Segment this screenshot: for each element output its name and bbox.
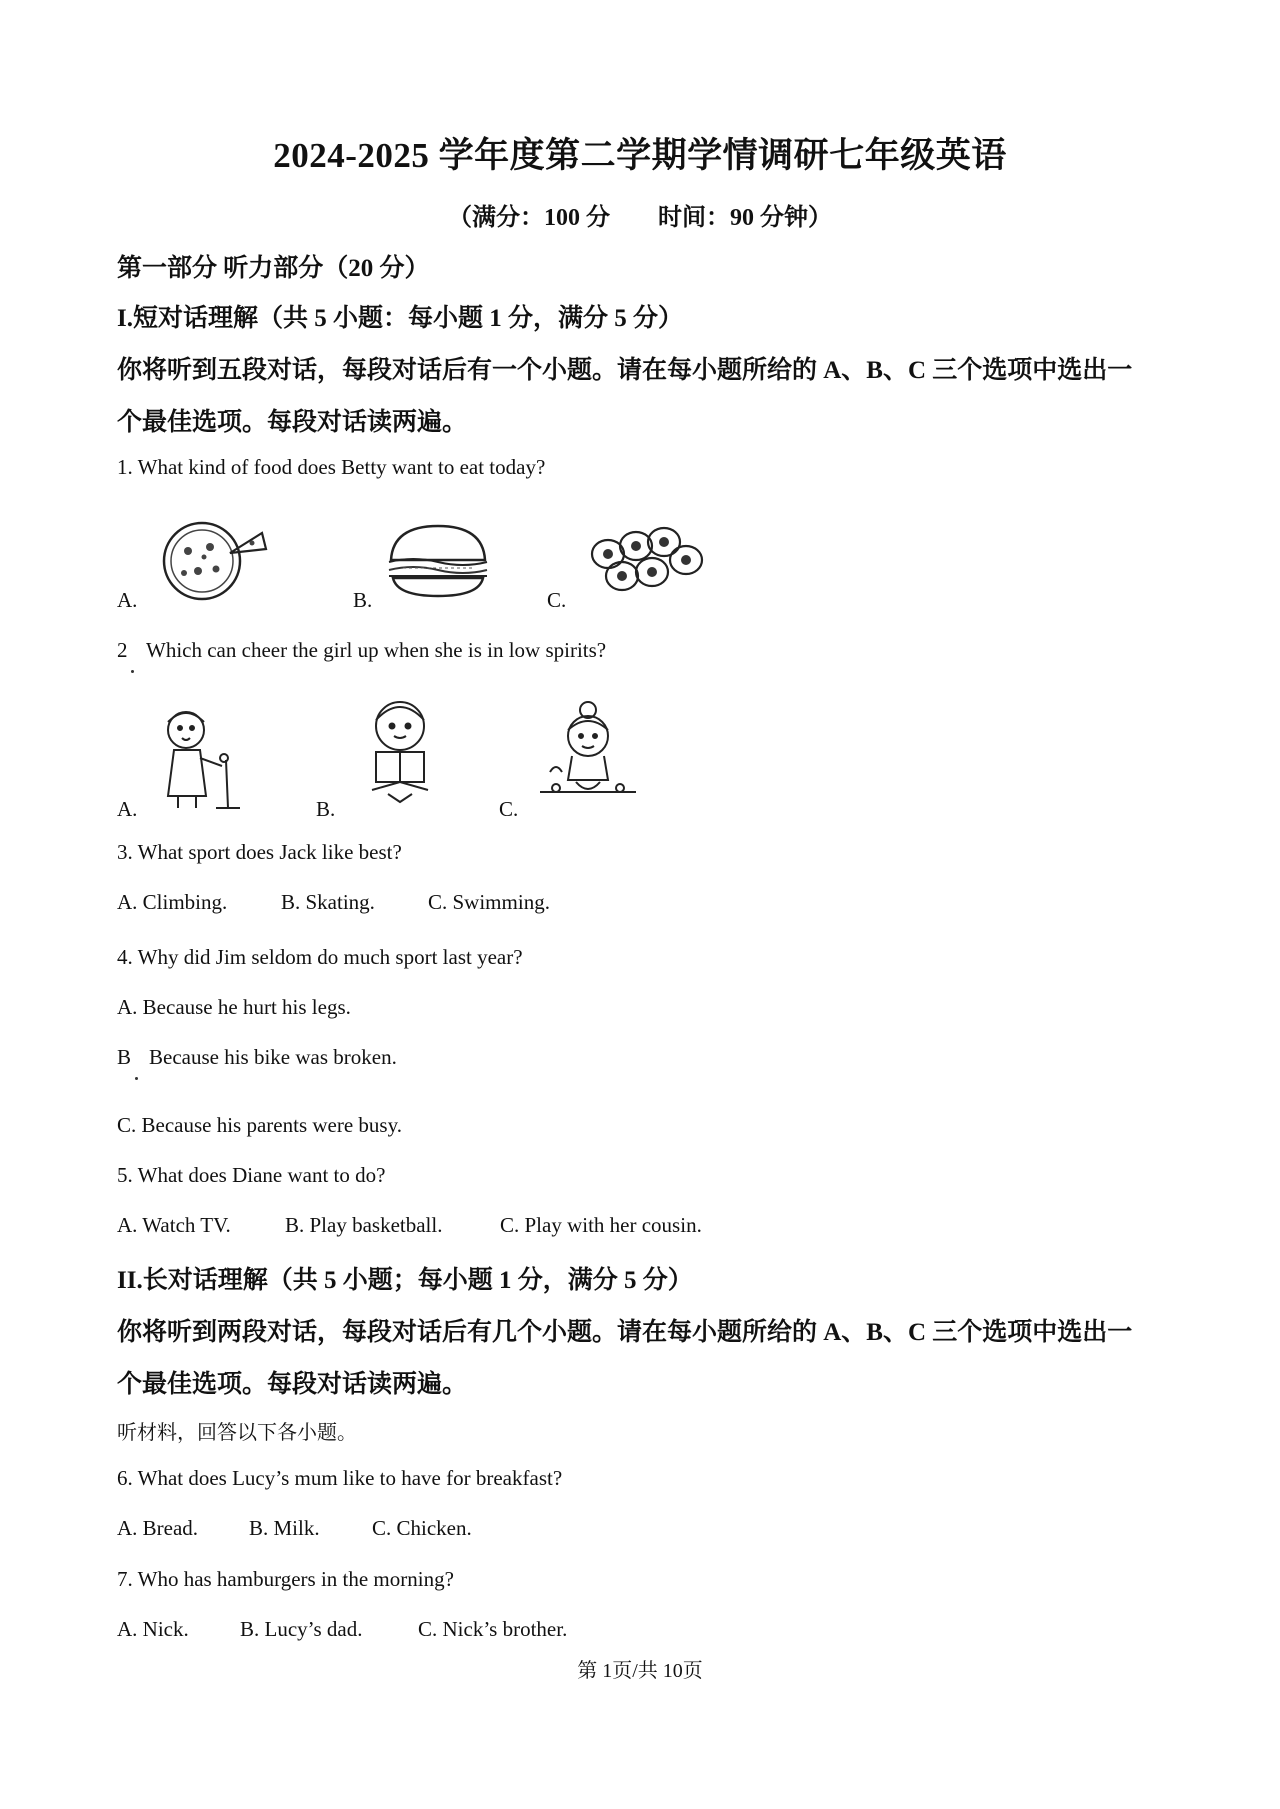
q3-option-a: A. Climbing. bbox=[117, 890, 228, 914]
q1-option-b: B. bbox=[353, 588, 373, 612]
stray-dot bbox=[135, 1077, 138, 1080]
page-number: 第 1页/共 10页 bbox=[577, 1660, 703, 1682]
q6-option-c: C. Chicken. bbox=[372, 1516, 472, 1540]
question-2-number: 2 bbox=[117, 638, 128, 662]
sushi-icon bbox=[586, 520, 706, 602]
question-5-stem: 5. What does Diane want to do? bbox=[117, 1163, 386, 1187]
question-4-stem: 4. Why did Jim seldom do much sport last year? bbox=[117, 945, 523, 969]
full-score: （满分：100 分 bbox=[448, 205, 610, 231]
q3-option-c: C. Swimming. bbox=[428, 890, 550, 914]
q7-option-c: C. Nick’s brother. bbox=[418, 1617, 568, 1641]
section1-instruction-line2: 个最佳选项。每段对话读两遍。 bbox=[117, 409, 468, 436]
q2-option-b: B. bbox=[316, 797, 336, 821]
q4-option-b-letter: B bbox=[117, 1045, 132, 1069]
boy-reading-icon bbox=[350, 694, 450, 804]
q6-option-a: A. Bread. bbox=[117, 1516, 199, 1540]
q2-option-c: C. bbox=[499, 797, 519, 821]
part1-heading: 第一部分 听力部分（20 分） bbox=[117, 255, 430, 282]
q5-option-c: C. Play with her cousin. bbox=[500, 1213, 702, 1237]
section1-instruction-line1: 你将听到五段对话，每段对话后有一个小题。请在每小题所给的 A、B、C 三个选项中选出一 bbox=[117, 357, 1133, 384]
pizza-icon bbox=[158, 515, 270, 605]
q7-option-b: B. Lucy’s dad. bbox=[240, 1617, 363, 1641]
listening-note: 听材料，回答以下各小题。 bbox=[117, 1422, 357, 1444]
page-title: 2024-2025 学年度第二学期学情调研七年级英语 bbox=[273, 136, 1007, 175]
q4-option-c: C. Because his parents were busy. bbox=[117, 1113, 402, 1137]
girl-cooking-icon bbox=[536, 696, 640, 804]
q1-option-a: A. bbox=[117, 588, 138, 612]
q1-option-c: C. bbox=[547, 588, 567, 612]
q4-option-b: Because his bike was broken. bbox=[149, 1045, 397, 1069]
time-limit: 时间：90 分钟） bbox=[658, 205, 832, 231]
q2-option-a: A. bbox=[117, 797, 138, 821]
q7-option-a: A. Nick. bbox=[117, 1617, 189, 1641]
stray-dot bbox=[131, 670, 134, 673]
q5-option-a: A. Watch TV. bbox=[117, 1213, 231, 1237]
question-7-stem: 7. Who has hamburgers in the morning? bbox=[117, 1567, 454, 1591]
section2-instruction-line2: 个最佳选项。每段对话读两遍。 bbox=[117, 1371, 468, 1398]
hamburger-icon bbox=[383, 522, 493, 602]
girl-singing-icon bbox=[152, 700, 262, 812]
q5-option-b: B. Play basketball. bbox=[285, 1213, 443, 1237]
q4-option-a: A. Because he hurt his legs. bbox=[117, 995, 351, 1019]
question-6-stem: 6. What does Lucy’s mum like to have for breakfast? bbox=[117, 1466, 563, 1490]
q6-option-b: B. Milk. bbox=[249, 1516, 320, 1540]
q3-option-b: B. Skating. bbox=[281, 890, 375, 914]
section1-heading: I.短对话理解（共 5 小题：每小题 1 分，满分 5 分） bbox=[117, 305, 683, 332]
question-3-stem: 3. What sport does Jack like best? bbox=[117, 840, 402, 864]
exam-meta bbox=[0, 197, 1280, 232]
question-2-stem: Which can cheer the girl up when she is in low spirits? bbox=[146, 638, 607, 662]
section2-instruction-line1: 你将听到两段对话，每段对话后有几个小题。请在每小题所给的 A、B、C 三个选项中选出一 bbox=[117, 1319, 1133, 1346]
question-1-stem: 1. What kind of food does Betty want to eat today? bbox=[117, 455, 546, 479]
section2-heading: II.长对话理解（共 5 小题；每小题 1 分，满分 5 分） bbox=[117, 1267, 693, 1294]
